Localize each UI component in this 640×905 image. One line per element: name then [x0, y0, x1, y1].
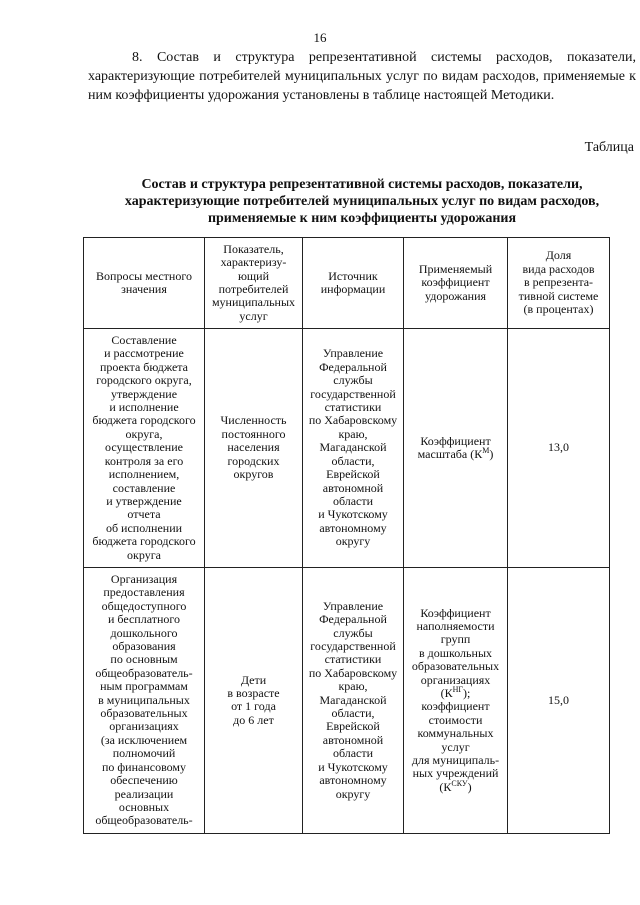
cell-coefficient	[404, 568, 508, 834]
cell-indicator: Численность постоянного населения городских округов	[205, 329, 303, 568]
header-indicator: Показатель, характеризу- ющий потребителей муниципальных услуг	[205, 238, 303, 329]
coefficient-text: Коэффициент масштаба $(К^М)$	[417, 433, 494, 461]
header-questions: Вопросы местного значения	[84, 238, 205, 329]
table-row	[84, 329, 610, 568]
page-number: 16	[313, 30, 327, 45]
coefficient-superscript: СКУ	[451, 778, 468, 788]
coefficient-superscript: НГ	[452, 684, 464, 694]
intro-paragraph: 8. Состав и структура репрезентативной системы расходов, показатели, характеризующие потребителей муниципальных услуг по видам расходов, применяемые к ним коэффициенты удорожания установлены в таблице настоящей Методики.	[88, 50, 636, 103]
table-header-row	[84, 238, 610, 329]
cell-question: Составление и рассмотрение проекта бюджета городского округа, утверждение и исполнение бюджета городского округа, осуществление контроля за его исполнением, составление и утверждение отчета об исполнении бюджета городского округа	[84, 329, 205, 568]
expense-system-table	[83, 237, 610, 834]
table-title: Состав и структура репрезентативной системы расходов, показатели, характеризующие потребителей муниципальных услуг по видам расходов, применяемые к ним коэффициенты удорожания	[124, 177, 600, 226]
cell-share: 13,0	[508, 329, 610, 568]
coefficient-text: Коэффициент наполняемости групп в дошкольных образовательных организациях $(К^{НГ})$; коэффициент стоимости коммунальных услуг для муниципаль- ных учреждений $(К^{СКУ})$	[411, 605, 500, 794]
cell-indicator: Дети в возрасте от 1 года до 6 лет	[205, 568, 303, 834]
cell-source: Управление Федеральной службы государственной статистики по Хабаровскому краю, Магаданской области, Еврейской автономной области и Чукотскому автономному округу	[303, 329, 404, 568]
cell-question: Организация предоставления общедоступного и бесплатного дошкольного образования по основным общеобразователь- ным программам в муниципальных образовательных организациях (за исключением полномочий по финансовому обеспечению реализации основных общеобразователь-	[84, 568, 205, 834]
header-source: Источник информации	[303, 238, 404, 329]
table-caption: Таблица	[584, 140, 634, 155]
coefficient-superscript: М	[482, 446, 490, 455]
cell-share: 15,0	[508, 568, 610, 834]
cell-source: Управление Федеральной службы государственной статистики по Хабаровскому краю, Магаданской области, Еврейской автономной области и Чукотскому автономному округу	[303, 568, 404, 834]
cell-coefficient	[404, 329, 508, 568]
header-coefficient: Применяемый коэффициент удорожания	[404, 238, 508, 329]
header-share: Доля вида расходов в репрезента- тивной системе (в процентах)	[508, 238, 610, 329]
table-row	[84, 568, 610, 834]
